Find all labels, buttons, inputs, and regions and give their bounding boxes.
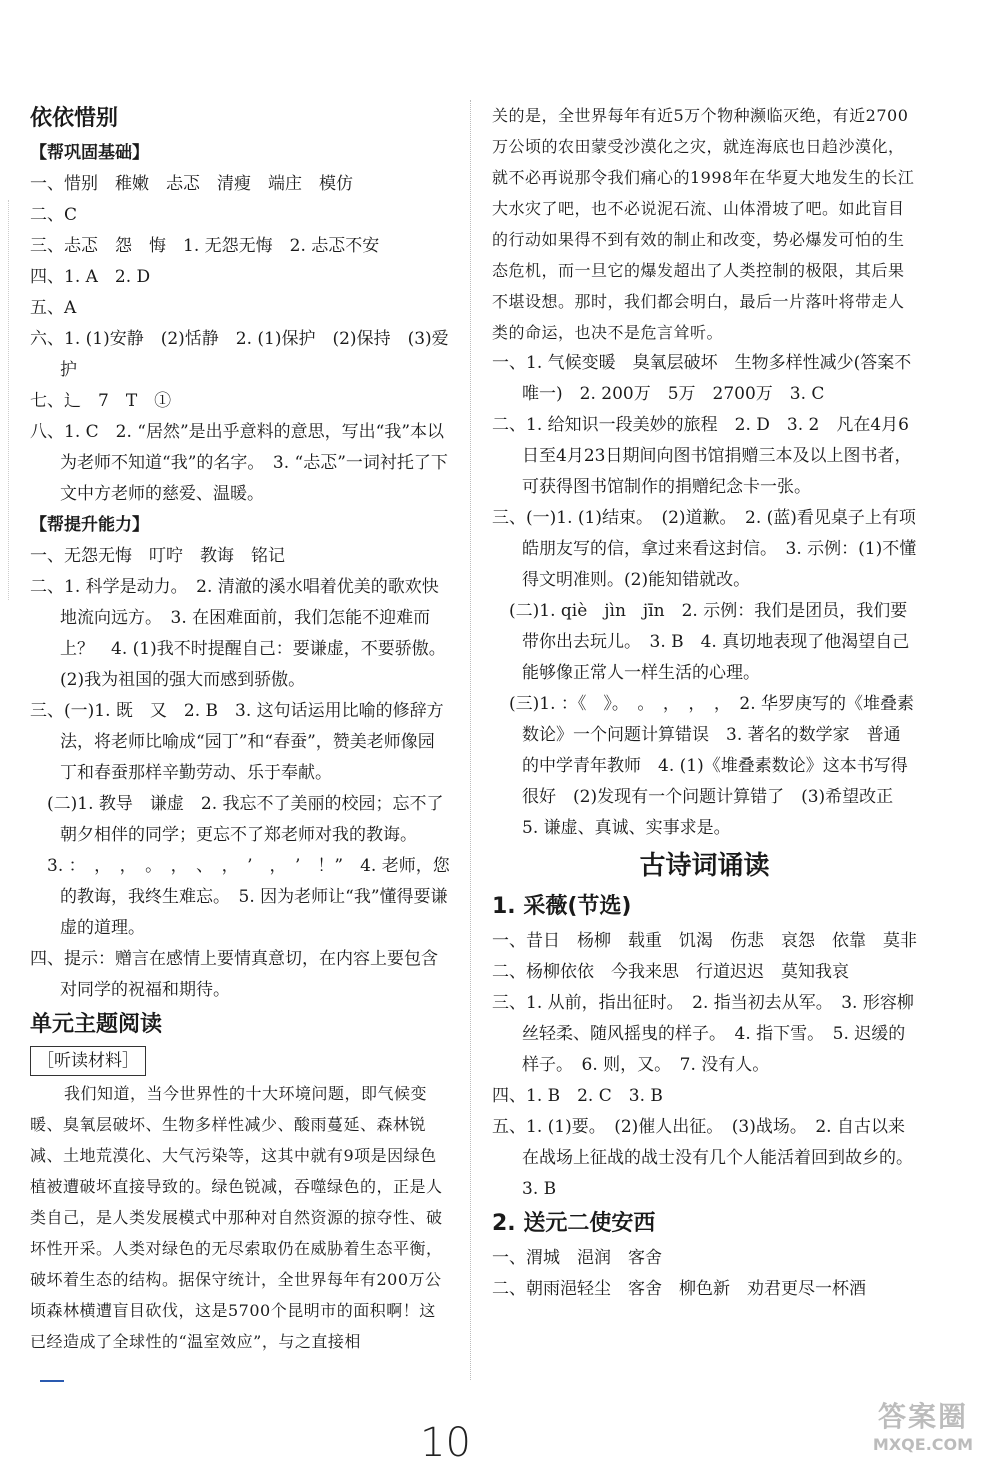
answer-list [492,926,922,1205]
subsection-label: 【帮提升能力】 [30,515,149,535]
page-number: 10 [420,1420,471,1466]
answer-line: 一、无怨无悔 叮咛 教诲 铭记 [30,546,285,566]
poem-title: 1. 采薇(节选) [492,894,632,919]
section-title: 古诗词诵读 [639,851,770,881]
answer-line: 五、1. (1)要。 (2)催人出征。 (3)战场。 2. 自古以来在战场上征战的战士没有几个人能活着回到故乡的。 3. B [492,1117,922,1199]
answer-line: 四、1. B 2. C 3. B [492,1086,663,1106]
answer-line: 八、1. C 2. “居然”是出乎意料的意思，写出“我”本以为老师不知道“我”的名字。 3. “忐忑”一词衬托了下文中方老师的慈爱、温暖。 [30,422,448,504]
answer-line: 三、(一)1. (1)结束。 (2)道歉。 2. (蓝)看见桌子上有项皓朋友写的信，拿过来看这封信。 3. 示例：(1)不懂得文明准则。(2)能知错就改。 [492,508,917,590]
answer-line: 一、昔日 杨柳 载重 饥渴 伤悲 哀怨 依靠 莫非 [492,931,917,951]
answer-list [30,169,450,510]
watermark-logo: 答案圈 MXQE.COM [872,1400,974,1454]
answer-line: 3. ： ， ， 。 ， 、 ， ’ ， ’ ！” 4. 老师，您的教诲，我终生难忘。 5. 因为老师让“我”懂得要谦虚的道理。 [30,856,450,938]
answer-line: 四、提示：赠言在感情上要情真意切，在内容上要包含对同学的祝福和期待。 [30,949,438,1000]
subsection-label: 【帮巩固基础】 [30,143,149,163]
answer-line: 一、惜别 稚嫩 忐忑 清瘦 端庄 模仿 [30,174,353,194]
answer-line: 二、1. 科学是动力。 2. 清澈的溪水唱着优美的歌欢快地流向远方。 3. 在困难面前，我们怎能不迎难而上？ 4. (1)我不时提醒自己：要谦虚，不要骄傲。 (2)我为祖国的强大而感到骄傲。 [30,577,455,690]
right-column [492,100,922,1305]
reading-passage: 我们知道，当今世界性的十大环境问题，即气候变暖、臭氧层破坏、生物多样性减少、酸雨蔓延、森林锐减、土地荒漠化、大气污染等，这其中就有9项是因绿色植被遭破坏直接导致的。绿色锐减，吞噬绿色的，正是人类自己，是人类发展模式中那种对自然资源的掠夺性、破坏性开采。人类对绿色的无尽索取仍在威胁着生态平衡，破坏着生态的结构。据保守统计，全世界每年有200万公顷森林横遭盲目砍伐，这是5700个昆明市的面积啊！这已经造成了全球性的“温室效应”，与之直接相 [30,1084,443,1351]
answer-line: 一、渭城 浥润 客舍 [492,1248,662,1268]
answer-list [492,348,917,844]
section-title: 依依惜别 [30,106,119,131]
answer-list [492,1243,917,1305]
answer-line: 四、1. A 2. D [30,267,151,287]
answer-line: 二、C [30,205,78,225]
reading-passage: 关的是，全世界每年有近5万个物种濒临灭绝，有近2700万公顷的农田蒙受沙漠化之灾，就连海底也日趋沙漠化，就不必再说那令我们痛心的1998年在华夏大地发生的长江大水灾了吧，也不必说泥石流、山体滑坡了吧。如此盲目的行动如果得不到有效的制止和改变，势必爆发可怕的生态危机，而一旦它的爆发超出了人类控制的极限，其后果不堪设想。那时，我们都会明白，最后一片落叶将带走人类的命运，也决不是危言耸听。 [492,106,915,342]
answer-line: 二、朝雨浥轻尘 客舍 柳色新 劝君更尽一杯酒 [492,1279,866,1299]
left-column [30,100,455,1357]
poem-title: 2. 送元二使安西 [492,1211,656,1236]
answer-line: 五、A [30,298,77,318]
answer-line: (二)1. 教导 谦虚 2. 我忘不了美丽的校园；忘不了朝夕相伴的同学；更忘不了郑老师对我的教诲。 [30,794,444,845]
answer-line: 三、1. 从前，指出征时。 2. 指当初去从军。 3. 形容柳丝轻柔、随风摇曳的样子。 4. 指下雪。 5. 迟缓的样子。 6. 则，又。 7. 没有人。 [492,993,914,1075]
answer-line: (二)1. qiè jìn jīn 2. 示例：我们是团员，我们要带你出去玩儿。 3. B 4. 真切地表现了他渴望自己能够像正常人一样生活的心理。 [492,601,910,683]
answer-line: (三)1. ：《 》。 。 ， ， ， 2. 华罗庚写的《堆叠素数论》一个问题计算错误 3. 著名的数学家 普通的中学青年教师 4. (1)《堆叠素数论》这本书写得很好 (2)发现有一个问题计算错了 (3)希望改正 5. 谦虚、真诚、实事求是。 [492,694,915,838]
answer-line: 三、(一)1. 既 又 2. B 3. 这句话运用比喻的修辞方法，将老师比喻成“园丁”和“春蚕”，赞美老师像园丁和春蚕那样辛勤劳动、乐于奉献。 [30,701,444,783]
material-label: ［听读材料］ [30,1046,146,1076]
underline-mark [40,1380,64,1382]
column-divider [470,100,471,1380]
answer-line: 二、杨柳依依 今我来思 行道迟迟 莫知我哀 [492,962,849,982]
answer-line: 六、1. (1)安静 (2)恬静 2. (1)保护 (2)保持 (3)爱护 [30,329,449,380]
section-title: 单元主题阅读 [30,1012,163,1037]
answer-list [30,541,455,1006]
answer-line: 二、1. 给知识一段美妙的旅程 2. D 3. 2 凡在4月6日至4月23日期间向图书馆捐赠三本及以上图书者，可获得图书馆制作的捐赠纪念卡一张。 [492,415,912,497]
answer-line: 七、辶 7 T ① [30,391,172,411]
answer-line: 一、1. 气候变暖 臭氧层破坏 生物多样性减少(答案不唯一) 2. 200万 5万 2700万 3. C [492,353,912,404]
answer-line: 三、忐忑 怨 悔 1. 无怨无悔 2. 忐忑不安 [30,236,380,256]
margin-dots [8,200,9,600]
